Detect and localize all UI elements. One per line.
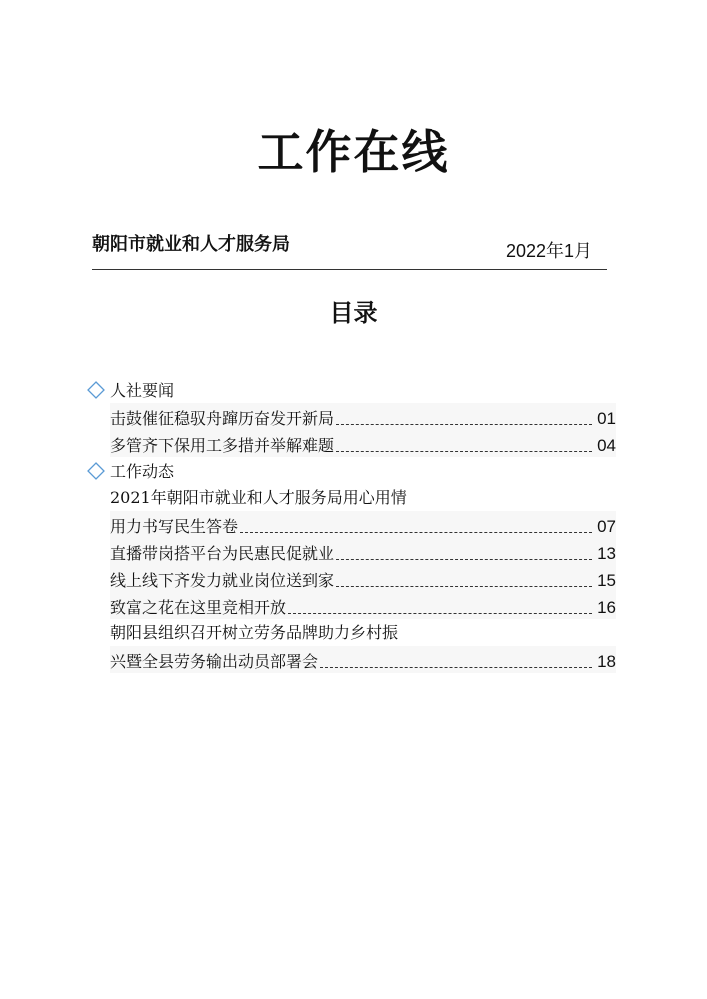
toc-entry[interactable] (110, 646, 616, 673)
toc-entry[interactable] (110, 430, 616, 457)
toc-leader (336, 559, 592, 560)
table-of-contents (86, 376, 616, 673)
toc-section-work[interactable] (86, 457, 616, 484)
toc-entry-title: 直播带岗搭平台为民惠民促就业 (110, 544, 335, 563)
toc-entry[interactable] (110, 511, 616, 538)
toc-entry-title: 击鼓催征稳驭舟蹿历奋发开新局 (110, 409, 335, 428)
organization-name: 朝阳市就业和人才服务局 (92, 234, 290, 255)
toc-entry-page: 01 (597, 409, 616, 428)
toc-entry[interactable] (110, 565, 616, 592)
toc-heading: 目录 (329, 299, 378, 327)
toc-entry-page: 16 (597, 598, 616, 617)
toc-entry[interactable] (110, 403, 616, 430)
toc-entry[interactable] (110, 592, 616, 619)
toc-section-news[interactable] (86, 376, 616, 403)
toc-entry-page: 04 (597, 436, 616, 455)
toc-entry-title-line1[interactable]: 2021年朝阳市就业和人才服务局用心用情 (110, 488, 407, 507)
toc-entry-title: 用力书写民生答卷 (110, 517, 239, 536)
toc-entry-title: 兴暨全县劳务输出动员部署会 (110, 652, 319, 671)
toc-leader (336, 451, 592, 452)
toc-entry-page: 13 (597, 544, 616, 563)
toc-entry-page: 07 (597, 517, 616, 536)
toc-section-title: 人社要闻 (110, 381, 175, 400)
toc-entry[interactable] (110, 538, 616, 565)
document-title: 工作在线 (257, 125, 450, 179)
toc-leader (240, 532, 592, 533)
diamond-icon (86, 461, 106, 481)
toc-entry-title-line1[interactable]: 朝阳县组织召开树立劳务品牌助力乡村振 (110, 623, 399, 642)
toc-leader (288, 613, 592, 614)
toc-leader (336, 424, 592, 425)
toc-entry-page: 18 (597, 652, 616, 671)
toc-section-title: 工作动态 (110, 462, 175, 481)
toc-entry-page: 15 (597, 571, 616, 590)
toc-entry-title: 多管齐下保用工多措并举解难题 (110, 436, 335, 455)
diamond-icon (86, 380, 106, 400)
issue-date: 2022年1月 (506, 241, 593, 261)
header-divider (92, 269, 607, 270)
toc-entry-title: 致富之花在这里竞相开放 (110, 598, 287, 617)
toc-leader (336, 586, 592, 587)
toc-leader (320, 667, 592, 668)
toc-entry-title: 线上线下齐发力就业岗位送到家 (110, 571, 335, 590)
